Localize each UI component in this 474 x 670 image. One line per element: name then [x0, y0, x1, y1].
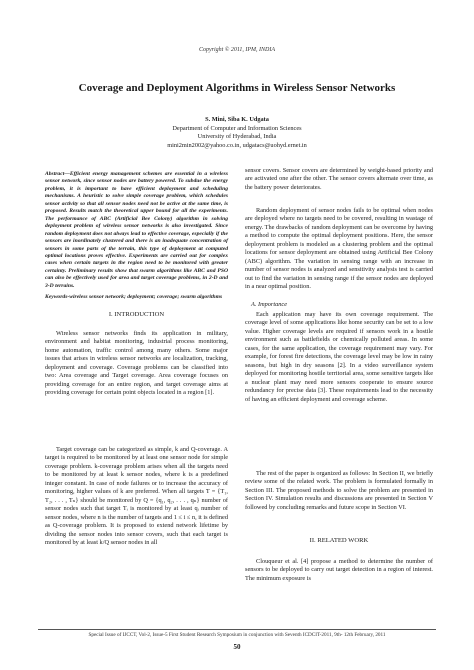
- intro-paragraph-2: Target coverage can be categorized as simple, k and Q-coverage. A target is required to be monitored by at least one sensor node for simple coverage problem. k-coverage problem arises when all the targets need to be monitored by at least k sensor nodes, where k is a predefined integer constant. In case of node failures or to increase the accuracy of monitoring, higher values of k are preferred. When all targets T = {T₁, T₂, . . . , Tₙ} should be monitored by Q = {q₁, q₂, . . . , qₙ} number of sensor nodes such that target Tᵢ is monitored by at least qᵢ number of sensor nodes, where n is the number of targets and 1 ≤ i ≤ n, it is defined as Q-coverage problem. It is proposed to extend network lifetime by dividing the sensor nodes into sensor covers, such that each target is monitored by at least k/Q sensor nodes in all: [45, 446, 228, 546]
- author-emails: mini2min2002@yahoo.co.in, udgatacs@uohyd.ernet.in: [167, 141, 307, 149]
- keywords: Keywords-wireless sensor network; deployment; coverage; swarm algorithms: [45, 294, 223, 301]
- section-heading-related-work: II. RELATED WORK: [309, 537, 369, 544]
- footer-divider: [38, 629, 436, 630]
- copyright-line: Copyright © 2011, IPM, INDIA: [198, 47, 276, 53]
- page-number: 50: [233, 643, 241, 651]
- intro-paragraph-1: Wireless sensor networks finds its application in military, environment and habitat monitoring, industrial process monitoring, home automation, traffic control among many others. Some major issues that arises in wireless sensor networks are localization, tracking, deployment and coverage. Coverage problems can be classified into two: Area coverage and Target coverage. Area coverage focuses on providing coverage for an entire region, and target coverage aims at providing coverage for certain point objects located in a region [1].: [45, 330, 228, 397]
- subsection-heading-importance: A. Importance: [251, 301, 288, 308]
- author-block: [60, 116, 414, 150]
- author-department: Department of Computer and Information Sciences: [172, 124, 302, 132]
- right-paragraph-2: Random deployment of sensor nodes fails to be optimal when nodes are deployed where no targets need to be covered, resulting in wastage of energy. The drawbacks of random deployment can be overcome by having a method to compute the optimal deployment positions. Here, the sensor deployment problem is modeled as a clustering problem and the optimal locations for sensor deployment are obtained using Artificial Bee Colony (ABC) algorithm. The variation in sensing range with an increase in number of sensor nodes is analyzed and sensitivity analysis test is carried out to find the variation in sensing range if the sensor nodes are deployed in a near optimal position.: [245, 207, 433, 291]
- paper-title: Coverage and Deployment Algorithms in Wireless Sensor Networks: [78, 82, 396, 94]
- abstract: [45, 171, 228, 302]
- section-heading-introduction: I. INTRODUCTION: [108, 311, 165, 318]
- footer-text: Special Issue of IJCCT, Vol-2, Issue-5 First Student Research Symposium in conjunction with Seventh ICDCIT-2011, 9th- 12th February, 2011: [88, 632, 386, 638]
- author-university: University of Hyderabad, India: [197, 133, 277, 141]
- right-paragraph-1: sensor covers. Sensor covers are determined by weight-based priority and are activated one after the other. The sensor covers alternate over time, as the battery power deteriorates.: [245, 167, 433, 191]
- right-paragraph-5: Clouqueur et al. [4] propose a method to determine the number of sensors to be deployed to carry out target detection in a region of interest. The minimum exposure is: [245, 558, 433, 582]
- abstract-text: Abstract—Efficient energy management schemes are essential in a wireless sensor network, since sensor nodes are battery powered. To subdue the energy problem, it is important to have efficient deployment and scheduling mechanisms. A heuristic to solve simple coverage problem, which schedules sensor activity so that all sensor nodes need not be active at the same time, is proposed. Results match the theoretical upper bound for all the experiments. The performance of ABC (Artificial Bee Colony) algorithm in solving deployment problem of wireless sensor networks is also investigated. Since random deployment does not always lead to effective coverage, especially if the sensors are inordinately clustered and there is an inadequate concentration of sensors in some parts of the terrain, this type of deployment at computed optimal locations proves effective. Experiments are carried out for complex cases when certain targets in the region need to be monitored with greater certainty. Preliminary results show that swarm algorithms like ABC and PSO can also be effectively used for area and target coverage problems, in 2-D and 3-D terrains.: [45, 171, 228, 289]
- author-names: S. Mini, Siba K. Udgata: [205, 116, 269, 123]
- right-paragraph-3: Each application may have its own coverage requirement. The coverage level of some applications like home security can be set to a low value. Higher coverage levels are required if sensors work in a hostile environment such as battlefields or chemically polluted areas. In some cases, for the same application, the coverage requirement may vary. For example, for forest fire detections, the coverage level may be low in rainy seasons, but high in dry seasons [2]. In a video surveillance system deployed for monitoring hostile territorial area, some sensitive targets like a nuclear plant may need more sensors cooperate to ensure source redundancy for precise data [3]. These requirements lead to the necessity of having an efficient deployment and coverage scheme.: [245, 311, 433, 403]
- right-paragraph-4: The rest of the paper is organized as follows: In Section II, we briefly review some of the related work. The problem is formulated formally in Section III. The proposed methods to solve the problem are presented in Section IV. Simulation results and discussions are presented in Section V followed by concluding remarks and future scope in Section VI.: [245, 470, 433, 511]
